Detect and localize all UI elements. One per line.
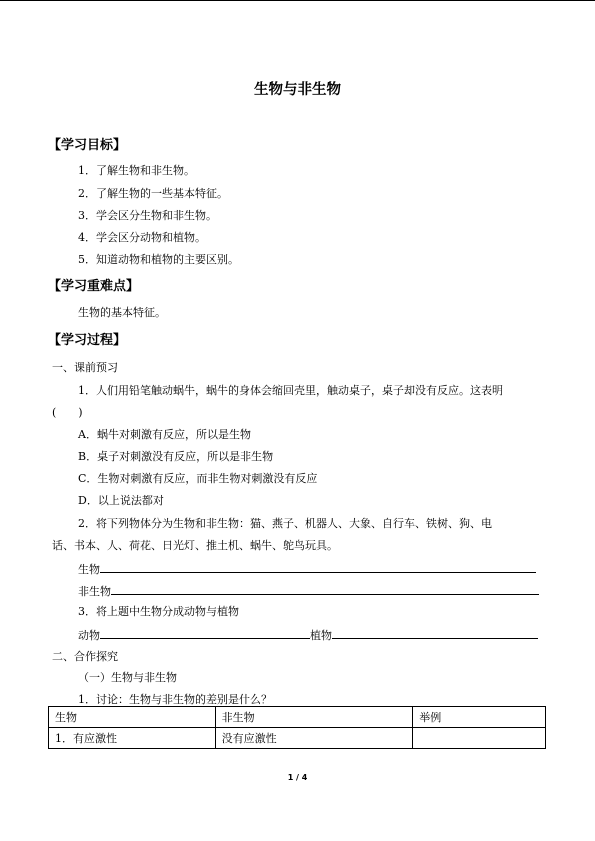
table-cell: 没有应激性	[215, 728, 413, 749]
table-header-cell: 生物	[49, 707, 216, 728]
preview-heading: 一、课前预习	[52, 361, 118, 374]
page-title: 生物与非生物	[254, 82, 341, 98]
q1-option-a: A．蜗牛对刺激有反应，所以是生物	[78, 428, 251, 441]
animal-blank[interactable]	[100, 627, 310, 639]
table-row	[49, 728, 546, 749]
table-header-row	[49, 707, 546, 728]
q1-option-c: C．生物对刺激有反应，而非生物对刺激没有反应	[78, 472, 318, 485]
living-answer-line	[78, 561, 536, 577]
nonliving-label: 非生物	[78, 585, 111, 598]
cooperate-heading: 二、合作探究	[52, 650, 118, 663]
objective-item: 3．学会区分生物和非生物。	[78, 209, 217, 222]
discussion-question: 1．讨论：生物与非生物的差别是什么？	[78, 693, 272, 706]
table-cell: 1．有应激性	[49, 728, 216, 749]
q1-option-d: D．以上说法都对	[78, 494, 164, 507]
plant-label: 植物	[310, 629, 332, 642]
q2-stem-line2: 话、书本、人、荷花、日光灯、推土机、蜗牛、鸵鸟玩具。	[52, 539, 338, 552]
table-header-cell: 举例	[413, 707, 546, 728]
cooperate-sub-heading: （一）生物与非生物	[78, 671, 177, 684]
nonliving-answer-line	[78, 583, 539, 599]
plant-blank[interactable]	[332, 627, 538, 639]
key-points-heading: 【学习重难点】	[48, 279, 140, 294]
q2-stem-line1: 2．将下列物体分为生物和非生物：猫、燕子、机器人、大象、自行车、铁树、狗、电	[78, 517, 492, 530]
page-number: 1 / 4	[287, 773, 308, 782]
objective-item: 2．了解生物的一些基本特征。	[78, 187, 228, 200]
objective-item: 4．学会区分动物和植物。	[78, 231, 206, 244]
q1-stem-line1: 1．人们用铅笔触动蜗牛，蜗牛的身体会缩回壳里，触动桌子，桌子却没有反应。这表明	[78, 384, 503, 397]
key-points-text: 生物的基本特征。	[78, 306, 166, 319]
q3-stem: 3．将上题中生物分成动物与植物	[78, 605, 239, 618]
objectives-heading: 【学习目标】	[48, 138, 127, 153]
process-heading: 【学习过程】	[48, 333, 127, 348]
objective-item: 1．了解生物和非生物。	[78, 164, 195, 177]
animal-label: 动物	[78, 629, 100, 642]
comparison-table	[48, 706, 546, 749]
living-label: 生物	[78, 563, 100, 576]
living-blank[interactable]	[100, 561, 536, 573]
animal-plant-answer-line	[78, 627, 538, 643]
top-rule	[0, 0, 595, 1]
objective-item: 5．知道动物和植物的主要区别。	[78, 253, 239, 266]
q1-stem-line2: ( )	[52, 406, 83, 419]
nonliving-blank[interactable]	[111, 583, 539, 595]
table-header-cell: 非生物	[215, 707, 413, 728]
table-cell[interactable]	[413, 728, 546, 749]
q1-option-b: B．桌子对刺激没有反应，所以是非生物	[78, 450, 274, 463]
